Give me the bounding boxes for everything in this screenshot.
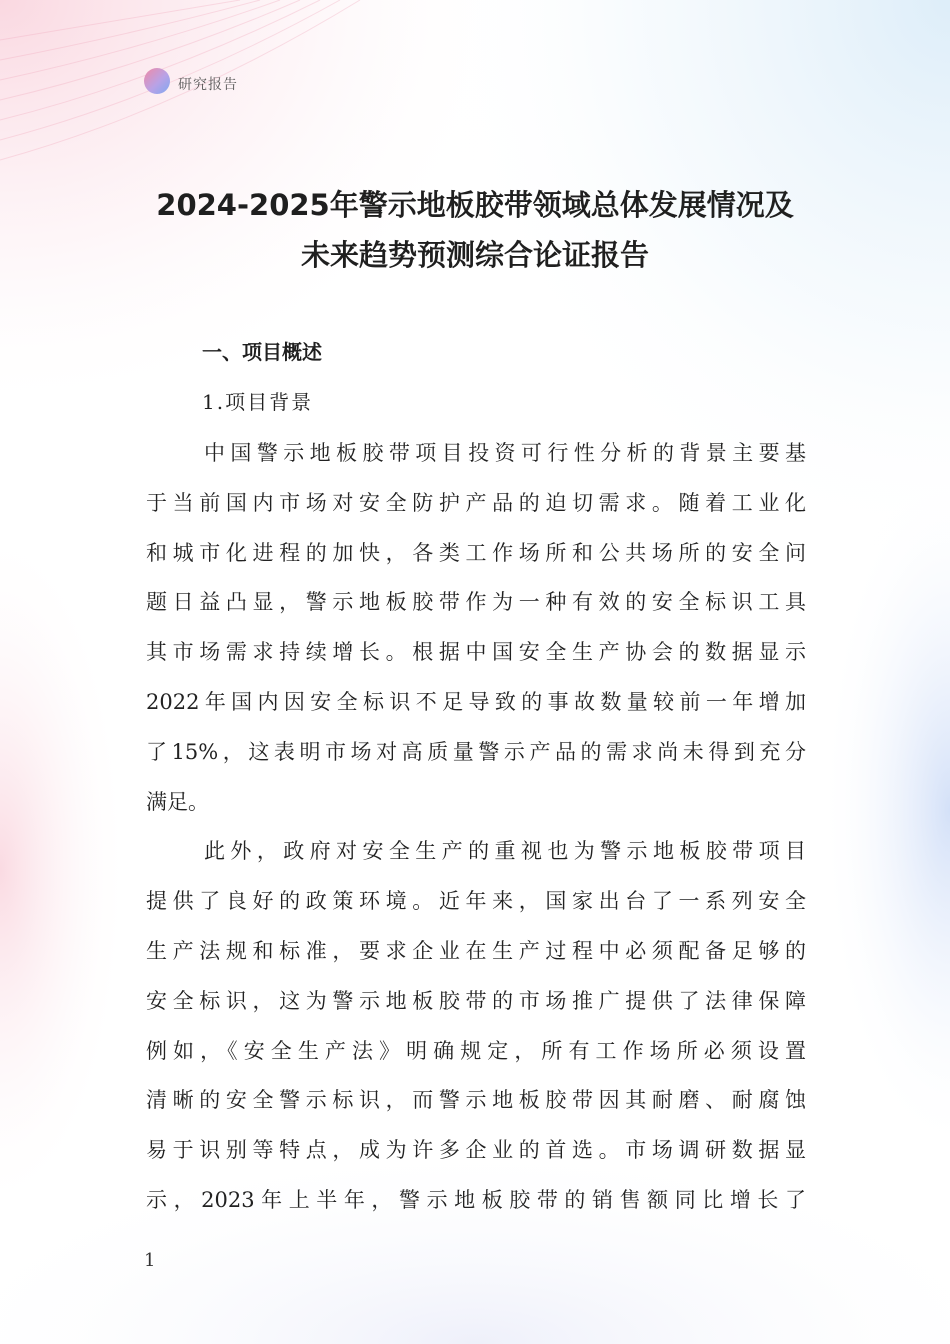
paragraph-line: 2022年国内因安全标识不足导致的事故数量较前一年增加 [146,689,806,714]
section-subheading: 1.项目背景 [202,390,314,414]
paragraph-line: 中国警示地板胶带项目投资可行性分析的背景主要基 [204,441,806,465]
section-heading: 一、项目概述 [202,340,322,364]
paragraph-line: 此外，政府对安全生产的重视也为警示地板胶带项目 [204,839,806,864]
paragraph-line: 示，2023年上半年，警示地板胶带的销售额同比增长了 [146,1187,806,1212]
paragraph-line: 其市场需求持续增长。根据中国安全生产协会的数据显示 [146,640,806,665]
page-number: 1 [144,1250,156,1271]
title-line-2: 未来趋势预测综合论证报告 [300,238,649,272]
paragraph-line: 于当前国内市场对安全防护产品的迫切需求。随着工业化 [146,490,806,515]
report-logo-icon [144,68,170,94]
header-label: 研究报告 [178,77,238,93]
document-title [120,180,830,280]
paragraph-line: 和城市化进程的加快，各类工作场所和公共场所的安全问 [146,540,806,565]
paragraph-line: 了15%，这表明市场对高质量警示产品的需求尚未得到充分 [146,739,806,764]
title-line-1: 2024-2025年警示地板胶带领域总体发展情况及 [156,188,794,222]
paragraph-2 [146,831,806,1229]
paragraph-line: 提供了良好的政策环境。近年来，国家出台了一系列安全 [146,889,806,914]
paragraph-line: 题日益凸显，警示地板胶带作为一种有效的安全标识工具 [146,590,806,615]
paragraph-line: 清晰的安全警示标识，而警示地板胶带因其耐磨、耐腐蚀 [146,1088,806,1113]
paragraph-line: 易于识别等特点，成为许多企业的首选。市场调研数据显 [146,1138,806,1163]
paragraph-line: 例如，《安全生产法》明确规定，所有工作场所必须设置 [146,1038,806,1063]
paragraph-line: 安全标识，这为警示地板胶带的市场推广提供了法律保障 [146,988,806,1013]
paragraph-line: 满足。 [146,789,209,814]
paragraph-line: 生产法规和标准，要求企业在生产过程中必须配备足够的 [146,938,806,963]
document-body [146,333,806,1230]
paragraph-1 [146,433,806,831]
